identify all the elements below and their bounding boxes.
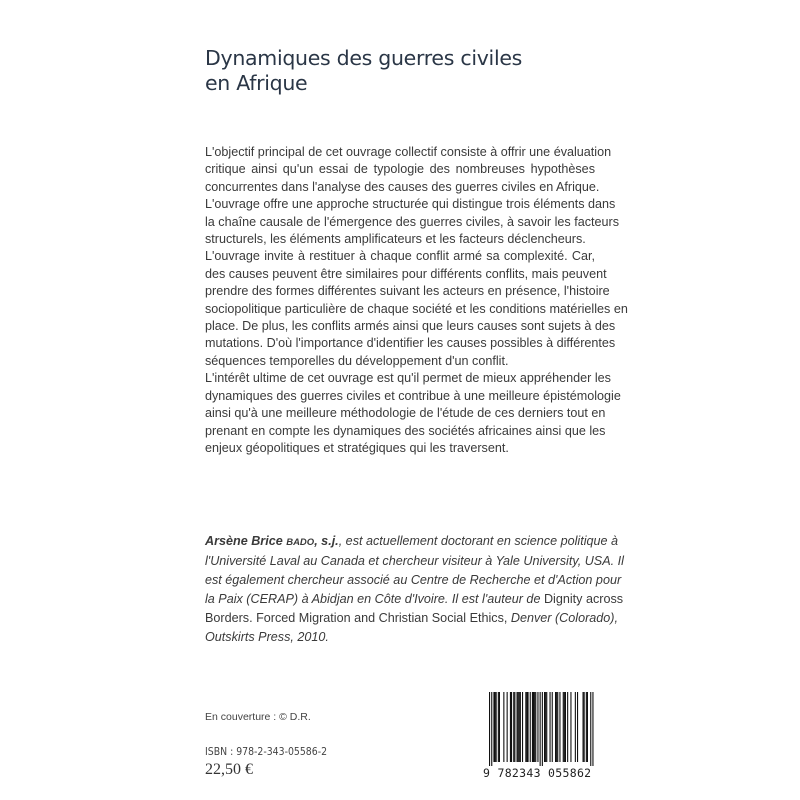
- summary-line: L'ouvrage invite à restituer à chaque conflit armé sa complexité. Car,: [205, 249, 595, 264]
- bio-text: Denver (Colorado),: [510, 611, 618, 625]
- summary-line: L'objectif principal de cet ouvrage collectif consiste à offrir une évaluation: [205, 145, 612, 159]
- author-first-name: Arsène Brice: [205, 534, 287, 548]
- barcode-bar: [522, 692, 523, 762]
- barcode-bar: [499, 692, 500, 762]
- barcode-bar: [493, 692, 494, 762]
- author-last-name: BADO: [286, 537, 315, 548]
- barcode-bar: [534, 692, 535, 762]
- barcode-bar: [570, 692, 571, 762]
- barcode-bar: [550, 692, 551, 762]
- bio-text: la Paix (CERAP) à Abidjan en Côte d'Ivoire. Il est l'auteur de: [205, 592, 544, 606]
- barcode-bar: [520, 692, 521, 762]
- barcode-bar: [552, 692, 553, 762]
- barcode-bar: [498, 692, 499, 762]
- summary-line: prendre des formes différentes suivant les acteurs en présence, l'histoire: [205, 284, 610, 299]
- barcode-bar: [584, 692, 585, 762]
- barcode-bar: [544, 692, 545, 762]
- bio-text: , est actuellement doctorant en science politique à: [338, 534, 619, 548]
- barcode-bar: [564, 692, 565, 762]
- barcode-bar: [507, 692, 508, 762]
- bio-line: Outskirts Press, 2010.: [205, 630, 329, 644]
- price: 22,50 €: [205, 761, 253, 778]
- bio-line: l'Université Laval au Canada et chercheur visiteur à Yale University, USA. Il: [205, 554, 624, 568]
- barcode-left-digits: 782343: [497, 766, 541, 780]
- summary-line: mutations. D'où l'importance d'identifier les causes possibles à différentes: [205, 336, 616, 351]
- barcode-bar: [513, 692, 514, 762]
- barcode-bar: [545, 692, 546, 762]
- summary-line: place. De plus, les conflits armés ainsi que leurs causes sont sujets à des: [205, 319, 616, 334]
- barcode-bar: [514, 692, 515, 762]
- summary-line: enjeux géopolitiques et stratégiques qui les traversent.: [205, 440, 509, 455]
- author-bio: [205, 532, 624, 647]
- summary-line: L'intérêt ultime de cet ouvrage est qu'il permet de mieux appréhender les: [205, 371, 611, 386]
- book-ref: Borders. Forced Migration and Christian Social Ethics,: [205, 611, 511, 625]
- barcode-bar: [489, 692, 490, 766]
- barcode-right-digits: 055862: [548, 766, 592, 780]
- barcode-bar: [510, 692, 511, 762]
- bio-line: est également chercheur associé au Centre de Recherche et d'Action pour: [205, 573, 622, 587]
- summary-line: séquences temporelles du développement d'un conflit.: [205, 353, 509, 368]
- barcode-bar: [586, 692, 587, 762]
- barcode-bar: [528, 692, 529, 762]
- title-line: en Afrique: [205, 71, 308, 95]
- barcode-bar: [491, 692, 492, 766]
- summary-line: structurels, les éléments amplificateurs et les facteurs déclencheurs.: [205, 232, 586, 247]
- book-title: [205, 46, 522, 96]
- bio-line: [205, 609, 618, 628]
- barcode: [482, 690, 600, 778]
- barcode-bar: [517, 692, 518, 762]
- barcode-bar: [557, 692, 558, 762]
- cover-credit: En couverture : © D.R.: [205, 711, 311, 723]
- barcode-first-digit: 9: [483, 766, 491, 780]
- summary-line: concurrentes dans l'analyse des causes des guerres civiles en Afrique.: [205, 179, 600, 194]
- barcode-bar: [511, 692, 512, 762]
- barcode-bar: [542, 692, 543, 766]
- summary-line: prenant en compte les dynamiques des sociétés africaines ainsi que les: [205, 423, 606, 438]
- title-line: Dynamiques des guerres civiles: [205, 46, 523, 70]
- summary-text: [205, 144, 628, 457]
- barcode-bar: [533, 692, 534, 762]
- barcode-bar: [546, 692, 547, 762]
- barcode-bar: [555, 692, 556, 762]
- summary-line: sociopolitique particulière de chaque société et les conditions matérielles en: [205, 301, 628, 316]
- summary-line: critique ainsi qu'un essai de typologie des nombreuses hypothèses: [205, 162, 595, 177]
- isbn: ISBN : 978-2-343-05586-2: [205, 745, 328, 758]
- summary-line: la chaîne causale de l'émergence des guerres civiles, à savoir les facteurs: [205, 214, 620, 229]
- barcode-bar: [532, 692, 533, 762]
- barcode-bar: [535, 692, 536, 762]
- barcode-digits: [483, 766, 591, 780]
- barcode-bar: [540, 692, 541, 766]
- barcode-bar: [530, 692, 531, 762]
- barcode-bar: [583, 692, 584, 762]
- book-ref: Dignity across: [543, 592, 624, 606]
- bio-line: [205, 532, 619, 552]
- barcode-bar: [495, 692, 496, 762]
- bio-line: [205, 590, 624, 609]
- barcode-bar: [592, 692, 593, 766]
- barcode-bar: [590, 692, 591, 766]
- barcode-bar: [563, 692, 564, 762]
- barcode-bar: [559, 692, 560, 762]
- barcode-bar: [519, 692, 520, 762]
- barcode-bar: [503, 692, 504, 762]
- summary-line: des causes peuvent être similaires pour différents conflits, mais peuvent: [205, 266, 607, 281]
- summary-line: ainsi qu'à une meilleure méthodologie de l'étude de ces derniers tout en: [205, 406, 606, 421]
- author-suffix: , s.j.: [314, 534, 339, 548]
- barcode-bar: [575, 692, 576, 762]
- summary-line: dynamiques des guerres civiles et contribue à une meilleure épistémologie: [205, 388, 621, 403]
- barcode-bar: [565, 692, 566, 762]
- barcode-bar: [526, 692, 527, 762]
- barcode-bar: [567, 692, 568, 762]
- barcode-bar: [537, 692, 538, 762]
- barcode-bar: [577, 692, 578, 762]
- summary-line: L'ouvrage offre une approche structurée qui distingue trois éléments dans: [205, 197, 616, 212]
- barcode-bar: [556, 692, 557, 762]
- barcode-bar: [525, 692, 526, 762]
- barcode-bar: [518, 692, 519, 762]
- barcode-bar: [587, 692, 588, 762]
- barcode-bar: [496, 692, 497, 762]
